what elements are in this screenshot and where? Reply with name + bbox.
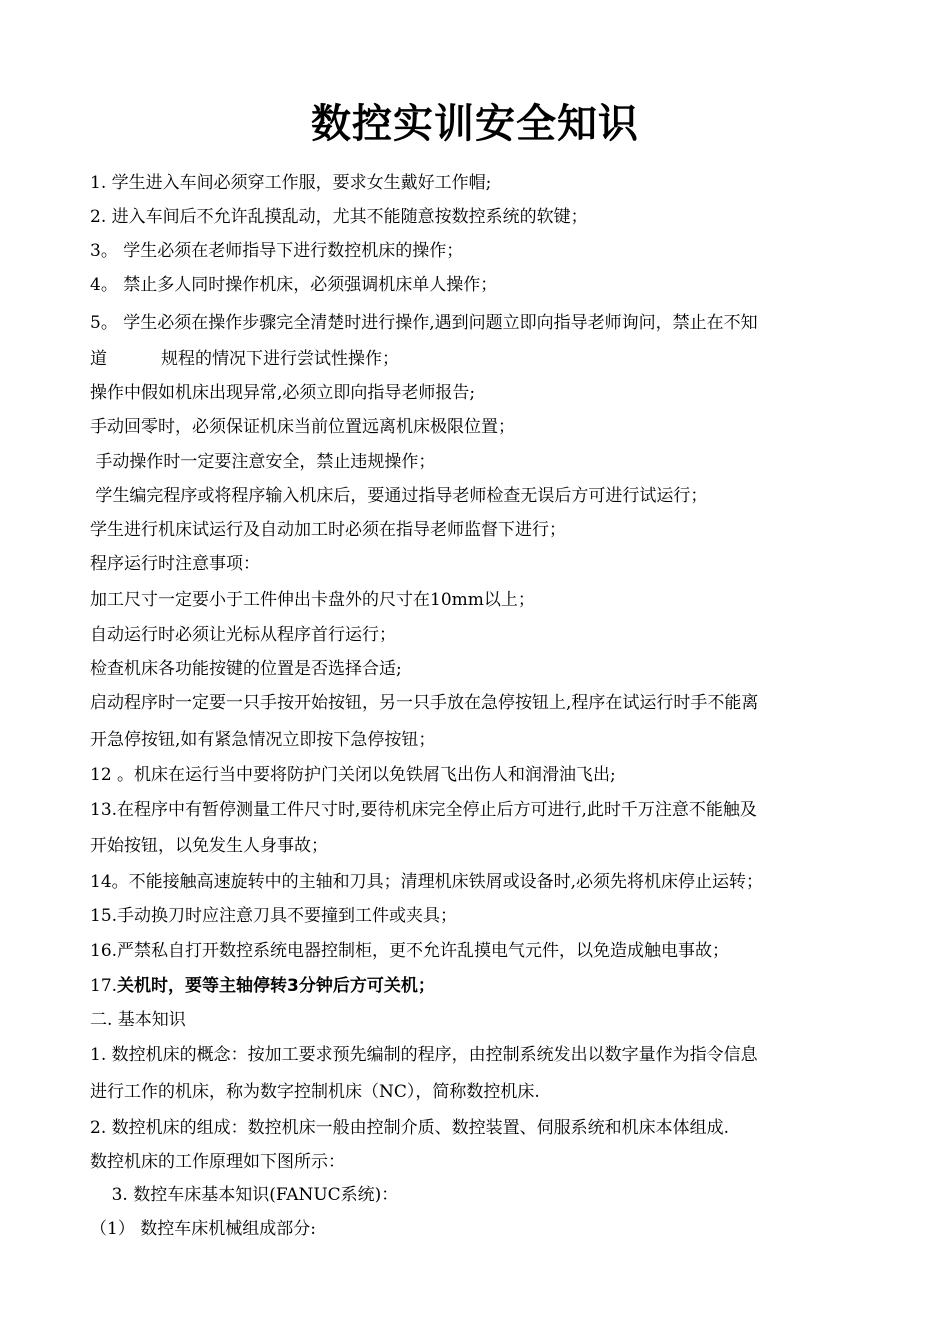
text-line-15-continued: 开急停按钮,如有紧急情况立即按下急停按钮； (90, 730, 436, 750)
text-line-11: 程序运行时注意事项： (90, 554, 260, 574)
text-line-17: 13.在程序中有暂停测量工件尺寸时,要待机床完全停止后方可进行,此时千万注意不能触及 (90, 800, 757, 820)
text-line-7: 手动回零时，必须保证机床当前位置远离机床极限位置； (90, 417, 515, 437)
text-line-14: 检查机床各功能按键的位置是否选择合适; (90, 659, 402, 679)
text-line-19: 15.手动换刀时应注意刀具不要撞到工件或夹具； (90, 906, 458, 926)
text-line-13: 自动运行时必须让光标从程序首行运行； (90, 625, 396, 645)
text-line-15: 启动程序时一定要一只手按开始按钮，另一只手放在急停按钮上,程序在试运行时手不能离 (90, 693, 759, 713)
text-line-17-continued: 开始按钮，以免发生人身事故； (90, 836, 328, 856)
text-line-5: 5。 学生必须在操作步骤完全清楚时进行操作,遇到问题立即向指导老师询问，禁止在不知 (90, 313, 758, 333)
text-line-3: 3。 学生必须在老师指导下进行数控机床的操作； (90, 241, 464, 261)
text-line-4: 4。 禁止多人同时操作机床，必须强调机床单人操作； (90, 275, 498, 295)
basic-line-1-continued: 进行工作的机床，称为数字控制机床（NC），简称数控机床. (90, 1082, 540, 1102)
text-line-1: 1. 学生进入车间必须穿工作服，要求女生戴好工作帽; (90, 173, 492, 193)
page-title: 数控实训安全知识 (311, 101, 639, 147)
text-line-2: 2. 进入车间后不允许乱摸乱动，尤其不能随意按数控系统的软键； (90, 207, 588, 227)
text-line-9: 学生编完程序或将程序输入机床后，要通过指导老师检查无误后方可进行试运行； (90, 486, 708, 506)
line-17-number: 17. (90, 976, 118, 996)
text-line-12: 加工尺寸一定要小于工件伸出卡盘外的尺寸在10mm以上； (90, 590, 535, 610)
basic-line-5: （1） 数控车床机械组成部分: (90, 1219, 316, 1239)
basic-line-3: 数控机床的工作原理如下图所示： (90, 1152, 345, 1172)
line-17-bold-text: 关机时，要等主轴停转3分钟后方可关机； (117, 976, 435, 996)
text-line-6: 操作中假如机床出现异常,必须立即向指导老师报告; (90, 383, 476, 403)
text-line-10: 学生进行机床试运行及自动加工时必须在指导老师监督下进行； (90, 520, 566, 540)
basic-line-4: 3. 数控车床基本知识(FANUC系统)： (90, 1185, 399, 1205)
text-line-20: 16.严禁私自打开数控系统电器控制柜，更不允许乱摸电气元件，以免造成触电事故； (90, 941, 730, 961)
text-line-5-continued: 道 规程的情况下进行尝试性操作； (90, 349, 400, 369)
basic-line-1: 1. 数控机床的概念：按加工要求预先编制的程序，由控制系统发出以数字量作为指令信息 (90, 1045, 758, 1065)
basic-line-2: 2. 数控机床的组成：数控机床一般由控制介质、数控装置、伺服系统和机床本体组成. (90, 1118, 730, 1138)
text-line-18: 14。不能接触高速旋转中的主轴和刀具；清理机床铁屑或设备时,必须先将机床停止运转； (90, 872, 764, 892)
text-line-8: 手动操作时一定要注意安全，禁止违规操作； (90, 452, 436, 472)
section-heading-basic-knowledge: 二. 基本知识 (90, 1010, 186, 1030)
text-line-16: 12 。机床在运行当中要将防护门关闭以免铁屑飞出伤人和润滑油飞出; (90, 765, 616, 785)
text-line-21 (90, 973, 870, 999)
